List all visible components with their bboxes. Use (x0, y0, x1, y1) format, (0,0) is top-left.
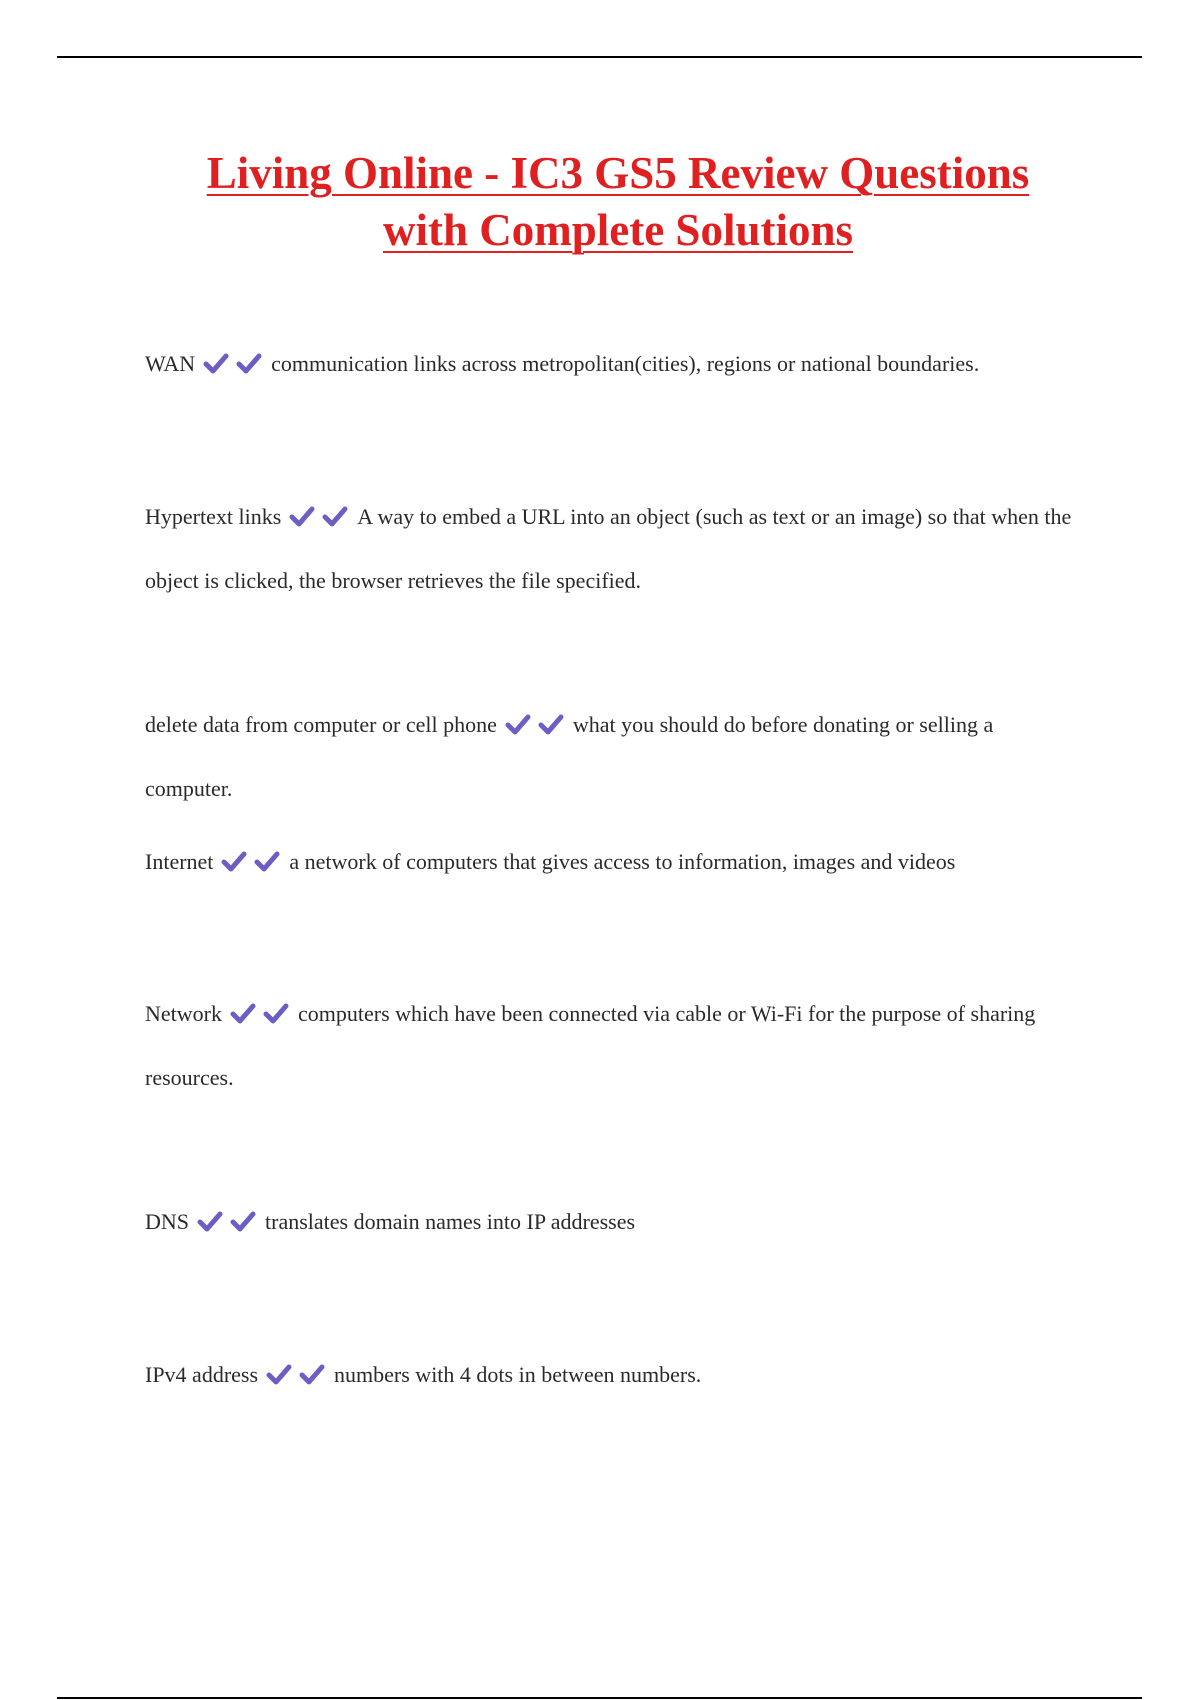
document-title (100, 145, 1136, 259)
title-line-2: with Complete Solutions (382, 205, 854, 255)
double-check-icon (505, 697, 571, 758)
entry-definition: translates domain names into IP addresses (265, 1209, 636, 1234)
qa-entry-delete-data (145, 694, 1075, 819)
check-icon (263, 1002, 289, 1024)
check-icon (538, 713, 564, 735)
qa-entry-dns (145, 1191, 1075, 1255)
entry-definition: communication links across metropolitan(cities), regions or national boundaries. (271, 351, 980, 376)
check-icon (322, 505, 348, 527)
entry-term: IPv4 address (145, 1362, 259, 1387)
entry-definition: A way to embed a URL into an object (such as text or an image) so that when the object is clicked, the browser retrieves the file specified. (145, 504, 1072, 593)
check-icon (197, 1210, 223, 1232)
entry-term: Hypertext links (145, 504, 282, 529)
check-icon (254, 850, 280, 872)
check-icon (203, 352, 229, 374)
check-icon (289, 505, 315, 527)
check-icon (221, 850, 247, 872)
entry-term: delete data from computer or cell phone (145, 712, 497, 737)
double-check-icon (289, 489, 355, 550)
double-check-icon (203, 336, 269, 397)
check-icon (299, 1363, 325, 1385)
entry-term: DNS (145, 1209, 190, 1234)
qa-entry-network (145, 983, 1075, 1108)
check-icon (230, 1002, 256, 1024)
qa-entry-wan (145, 333, 1075, 397)
check-icon (236, 352, 262, 374)
double-check-icon (266, 1347, 332, 1408)
entry-definition: computers which have been connected via cable or Wi-Fi for the purpose of sharing resources. (145, 1001, 1036, 1090)
double-check-icon (230, 986, 296, 1047)
entry-term: Network (145, 1001, 222, 1026)
entry-definition: numbers with 4 dots in between numbers. (334, 1362, 702, 1387)
check-icon (230, 1210, 256, 1232)
entry-definition: what you should do before donating or selling a computer. (145, 712, 994, 801)
double-check-icon (221, 834, 287, 895)
entry-term: Internet (145, 849, 214, 874)
entry-term: WAN (145, 351, 196, 376)
top-divider (57, 56, 1142, 58)
check-icon (505, 713, 531, 735)
qa-entry-hypertext-links (145, 486, 1075, 611)
bottom-divider (57, 1697, 1142, 1699)
double-check-icon (197, 1194, 263, 1255)
title-line-1: Living Online - IC3 GS5 Review Questions (206, 148, 1030, 198)
entry-definition: a network of computers that gives access to information, images and videos (289, 849, 956, 874)
qa-entry-internet (145, 831, 1075, 895)
check-icon (266, 1363, 292, 1385)
qa-entry-ipv4-address (145, 1344, 1075, 1408)
